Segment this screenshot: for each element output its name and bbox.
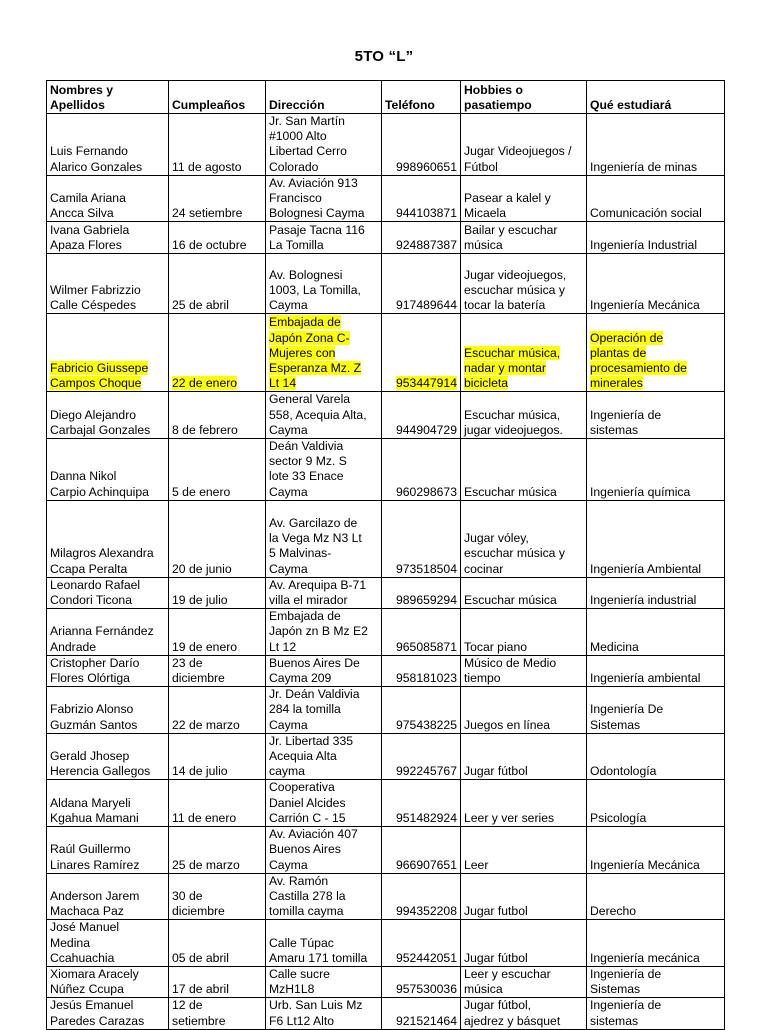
cell-hobbies [461,966,587,997]
career-text: Ingeniería industrial [590,593,697,608]
student-name-text: Ivana Gabriela Apaza Flores [50,223,130,253]
table-row [47,577,725,608]
table-row [47,687,725,734]
career-text: Ingeniería ambiental [590,671,701,686]
cell-career [587,780,725,827]
cell-birthday [169,577,266,608]
cell-phone [382,609,461,656]
phone-text: 998960651 [395,159,457,174]
address-text: Av. Aviación 913 Francisco Bolognesi Cayma [269,175,365,221]
career-text: Ingeniería de sistemas [590,407,662,437]
table-row [47,222,725,254]
table-row [47,733,725,780]
cell-student-name [47,998,169,1029]
cell-address [266,920,382,967]
birthday-text: 20 de junio [172,561,232,576]
cell-birthday [169,655,266,686]
cell-phone [382,222,461,254]
cell-hobbies [461,500,587,577]
table-row [47,966,725,997]
hobbies-text: Jugar vóley, escuchar música y cocinar [464,531,565,576]
table-row [47,114,725,176]
cell-phone [382,114,461,176]
cell-hobbies [461,392,587,439]
phone-text: 917489644 [395,298,457,313]
phone-text: 965085871 [395,639,457,654]
students-table [46,80,725,1030]
student-name-text: José Manuel Medina Ccahuachia [50,920,120,965]
cell-hobbies [461,733,587,780]
table-row [47,500,725,577]
cell-hobbies [461,687,587,734]
cell-address [266,114,382,176]
birthday-text: 5 de enero [172,484,231,499]
career-text: Odontología [590,764,657,779]
birthday-text: 25 de marzo [172,857,240,872]
cell-student-name [47,314,169,392]
cell-student-name [47,827,169,874]
cell-student-name [47,500,169,577]
student-name-text: Milagros Alexandra Ccapa Peralta [50,546,154,576]
hobbies-text: Jugar futbol [464,904,528,919]
student-name-text: Raúl Guillermo Linares Ramírez [50,842,140,872]
birthday-text: 8 de febrero [172,422,238,437]
career-text: Ingeniería de minas [590,159,698,174]
cell-birthday [169,222,266,254]
cell-career [587,998,725,1029]
cell-address [266,827,382,874]
cell-phone [382,500,461,577]
hobbies-text: Escuchar música, jugar videojuegos. [464,407,563,437]
cell-birthday [169,827,266,874]
address-text: Jr. San Martín #1000 Alto Libertad Cerro Colorado [269,114,347,174]
career-text: Ingeniería Industrial [590,238,698,253]
cell-phone [382,733,461,780]
phone-text: 944103871 [395,206,457,221]
cell-birthday [169,687,266,734]
address-text: Deán Valdivia sector 9 Mz. S lote 33 Enace Cayma [269,439,347,499]
cell-address [266,655,382,686]
cell-hobbies [461,577,587,608]
birthday-text: 05 de abril [172,950,229,965]
header-study: Qué estudiará [587,81,725,114]
phone-text: 921521464 [395,1013,457,1028]
table-row [47,254,725,314]
cell-career [587,500,725,577]
cell-hobbies [461,314,587,392]
hobbies-text: Jugar fútbol, ajedrez y básquet [464,998,561,1028]
cell-hobbies [461,114,587,176]
cell-hobbies [461,222,587,254]
phone-text: 944904729 [395,422,457,437]
cell-career [587,827,725,874]
address-text: Av. Aviación 407 Buenos Aires Cayma [269,827,358,872]
cell-student-name [47,114,169,176]
student-name-text: Fabrizio Alonso Guzmán Santos [50,702,138,732]
hobbies-text: Leer [464,857,489,872]
birthday-text: 12 de setiembre [172,998,226,1028]
header-address: Dirección [266,81,382,114]
cell-address [266,500,382,577]
cell-hobbies [461,609,587,656]
cell-address [266,439,382,501]
hobbies-text: Bailar y escuchar música [464,223,558,253]
career-text: Ingeniería De Sistemas [590,702,664,732]
cell-birthday [169,920,266,967]
cell-birthday [169,609,266,656]
student-name-text: Leonardo Rafael Condori Ticona [50,577,141,608]
cell-birthday [169,500,266,577]
header-birthday: Cumpleaños [169,81,266,114]
address-text: Jr. Libertad 335 Acequia Alta cayma [269,733,354,779]
cell-phone [382,998,461,1029]
cell-hobbies [461,175,587,222]
phone-text: 952442051 [395,950,457,965]
phone-text: 924887387 [395,238,457,253]
student-name-text: Camila Ariana Ancca Silva [50,191,126,221]
career-text: Ingeniería Ambiental [590,561,702,576]
cell-hobbies [461,439,587,501]
phone-text: 951482924 [395,810,457,825]
cell-birthday [169,780,266,827]
cell-phone [382,314,461,392]
cell-hobbies [461,254,587,314]
cell-birthday [169,392,266,439]
phone-text: 975438225 [395,717,457,732]
student-name-text: Anderson Jarem Machaca Paz [50,888,140,919]
cell-phone [382,392,461,439]
career-text: Ingeniería Mecánica [590,298,700,313]
address-text: Calle sucre MzH1L8 [269,966,330,997]
cell-birthday [169,175,266,222]
cell-hobbies [461,998,587,1029]
birthday-text: 14 de julio [172,764,228,779]
student-name-text: Danna Nikol Carpio Achinquipa [50,469,149,499]
hobbies-text: Jugar videojuegos, escuchar música y tocar la batería [464,267,567,313]
cell-career [587,392,725,439]
birthday-text: 22 de marzo [172,717,240,732]
cell-student-name [47,655,169,686]
cell-phone [382,254,461,314]
career-text: Operación de plantas de procesamiento de minerales [590,330,687,391]
table-row [47,314,725,392]
cell-career [587,175,725,222]
cell-student-name [47,254,169,314]
cell-student-name [47,733,169,780]
cell-birthday [169,873,266,920]
birthday-text: 11 de agosto [172,159,242,174]
table-row [47,392,725,439]
cell-birthday [169,439,266,501]
cell-career [587,609,725,656]
table-row [47,873,725,920]
cell-address [266,998,382,1029]
address-text: Urb. San Luis Mz F6 Lt12 Alto [269,998,363,1028]
career-text: Ingeniería de sistemas [590,998,662,1028]
cell-hobbies [461,873,587,920]
hobbies-text: Leer y escuchar música [464,966,551,997]
birthday-text: 16 de octubre [172,238,247,253]
cell-student-name [47,222,169,254]
student-name-text: Luis Fernando Alarico Gonzales [50,144,143,174]
cell-career [587,733,725,780]
cell-birthday [169,254,266,314]
birthday-text: 17 de abril [172,982,229,997]
address-text: Cooperativa Daniel Alcides Carrión C - 15 [269,780,346,825]
cell-student-name [47,873,169,920]
cell-address [266,175,382,222]
address-text: Calle Túpac Amaru 171 tomilla [269,935,368,965]
address-text: Embajada de Japón zn B Mz E2 Lt 12 [269,609,368,654]
birthday-text: 19 de enero [172,639,238,654]
cell-career [587,873,725,920]
student-name-text: Arianna Fernández Andrade [50,624,154,654]
birthday-text: 25 de abril [172,298,229,313]
cell-student-name [47,439,169,501]
phone-text: 960298673 [395,484,457,499]
phone-text: 953447914 [395,376,457,391]
table-row [47,920,725,967]
table-row [47,827,725,874]
student-name-text: Jesús Emanuel Paredes Carazas [50,998,145,1028]
birthday-text: 22 de enero [172,376,238,391]
career-text: Psicología [590,810,647,825]
document-title: 5TO “L” [354,48,414,65]
cell-address [266,609,382,656]
student-name-text: Diego Alejandro Carbajal Gonzales [50,407,151,437]
cell-phone [382,439,461,501]
address-text: Buenos Aires De Cayma 209 [269,655,360,686]
address-text: Pasaje Tacna 116 La Tomilla [269,223,365,253]
phone-text: 958181023 [395,671,457,686]
cell-student-name [47,687,169,734]
cell-phone [382,966,461,997]
address-text: Embajada de Japón Zona C- Mujeres con Esperanza Mz. Z Lt 14 [269,315,362,391]
cell-student-name [47,609,169,656]
cell-address [266,733,382,780]
birthday-text: 11 de enero [172,810,237,825]
table-row [47,998,725,1029]
cell-address [266,780,382,827]
cell-address [266,222,382,254]
student-name-text: Wilmer Fabrizzio Calle Céspedes [50,283,141,313]
cell-phone [382,175,461,222]
phone-text: 992245767 [395,764,457,779]
cell-address [266,577,382,608]
cell-phone [382,687,461,734]
table-row [47,655,725,686]
address-text: Av. Garcilazo de la Vega Mz N3 Lt 5 Malvinas- Cayma [269,516,362,576]
cell-birthday [169,998,266,1029]
cell-phone [382,655,461,686]
phone-text: 989659294 [395,593,457,608]
cell-hobbies [461,780,587,827]
phone-text: 966907651 [395,857,457,872]
career-text: Medicina [590,639,639,654]
cell-birthday [169,966,266,997]
header-phone: Teléfono [382,81,461,114]
phone-text: 973518504 [395,561,457,576]
table-row [47,439,725,501]
hobbies-text: Leer y ver series [464,810,555,825]
table-row [47,609,725,656]
cell-career [587,687,725,734]
phone-text: 957530036 [395,982,457,997]
career-text: Ingeniería química [590,484,691,499]
cell-birthday [169,733,266,780]
hobbies-text: Jugar fútbol [464,950,528,965]
header-hobbies: Hobbies o pasatiempo [461,81,587,114]
table-row [47,780,725,827]
career-text: Ingeniería mecánica [590,950,700,965]
career-text: Derecho [590,904,637,919]
birthday-text: 19 de julio [172,593,228,608]
hobbies-text: Juegos en línea [464,717,551,732]
address-text: General Varela 558, Acequia Alta, Cayma [269,392,367,437]
table-row [47,175,725,222]
career-text: Ingeniería de Sistemas [590,966,662,997]
birthday-text: 24 setiembre [172,206,243,221]
cell-address [266,687,382,734]
phone-text: 994352208 [395,904,457,919]
cell-phone [382,920,461,967]
hobbies-text: Escuchar música, nadar y montar bicicleta [464,345,561,391]
cell-student-name [47,920,169,967]
cell-career [587,222,725,254]
student-name-text: Cristopher Darío Flores Olórtiga [50,655,140,686]
cell-career [587,655,725,686]
cell-career [587,577,725,608]
hobbies-text: Músico de Medio tiempo [464,655,557,686]
cell-career [587,254,725,314]
cell-student-name [47,966,169,997]
address-text: Av. Ramón Castilla 278 la tomilla cayma [269,873,346,919]
header-name: Nombres y Apellidos [47,81,169,114]
cell-address [266,314,382,392]
student-name-text: Xiomara Aracely Núñez Ccupa [50,966,139,997]
cell-birthday [169,114,266,176]
cell-student-name [47,577,169,608]
header-row [47,81,725,114]
cell-phone [382,873,461,920]
cell-phone [382,827,461,874]
cell-career [587,114,725,176]
birthday-text: 30 de diciembre [172,888,225,919]
cell-birthday [169,314,266,392]
cell-hobbies [461,655,587,686]
birthday-text: 23 de diciembre [172,655,225,686]
cell-career [587,439,725,501]
hobbies-text: Jugar fútbol [464,764,528,779]
cell-student-name [47,392,169,439]
cell-phone [382,577,461,608]
career-text: Comunicación social [590,206,702,221]
cell-address [266,873,382,920]
student-name-text: Gerald Jhosep Herencia Gallegos [50,749,151,779]
cell-phone [382,780,461,827]
student-name-text: Aldana Maryeli Kgahua Mamani [50,795,139,825]
address-text: Av. Arequipa B-71 villa el mirador [269,577,367,608]
cell-career [587,966,725,997]
address-text: Av. Bolognesi 1003, La Tomilla, Cayma [269,267,361,313]
career-text: Ingeniería Mecánica [590,857,700,872]
hobbies-text: Pasear a kalel y Micaela [464,191,551,221]
hobbies-text: Escuchar música [464,593,557,608]
cell-address [266,392,382,439]
hobbies-text: Tocar piano [464,639,528,654]
cell-student-name [47,780,169,827]
address-text: Jr. Deán Valdivia 284 la tomilla Cayma [269,687,360,732]
cell-career [587,314,725,392]
hobbies-text: Escuchar música [464,484,557,499]
student-name-text: Fabricio Giussepe Campos Choque [50,361,149,391]
cell-career [587,920,725,967]
cell-hobbies [461,920,587,967]
cell-hobbies [461,827,587,874]
cell-address [266,966,382,997]
cell-student-name [47,175,169,222]
hobbies-text: Jugar Videojuegos / Fútbol [464,144,572,174]
cell-address [266,254,382,314]
